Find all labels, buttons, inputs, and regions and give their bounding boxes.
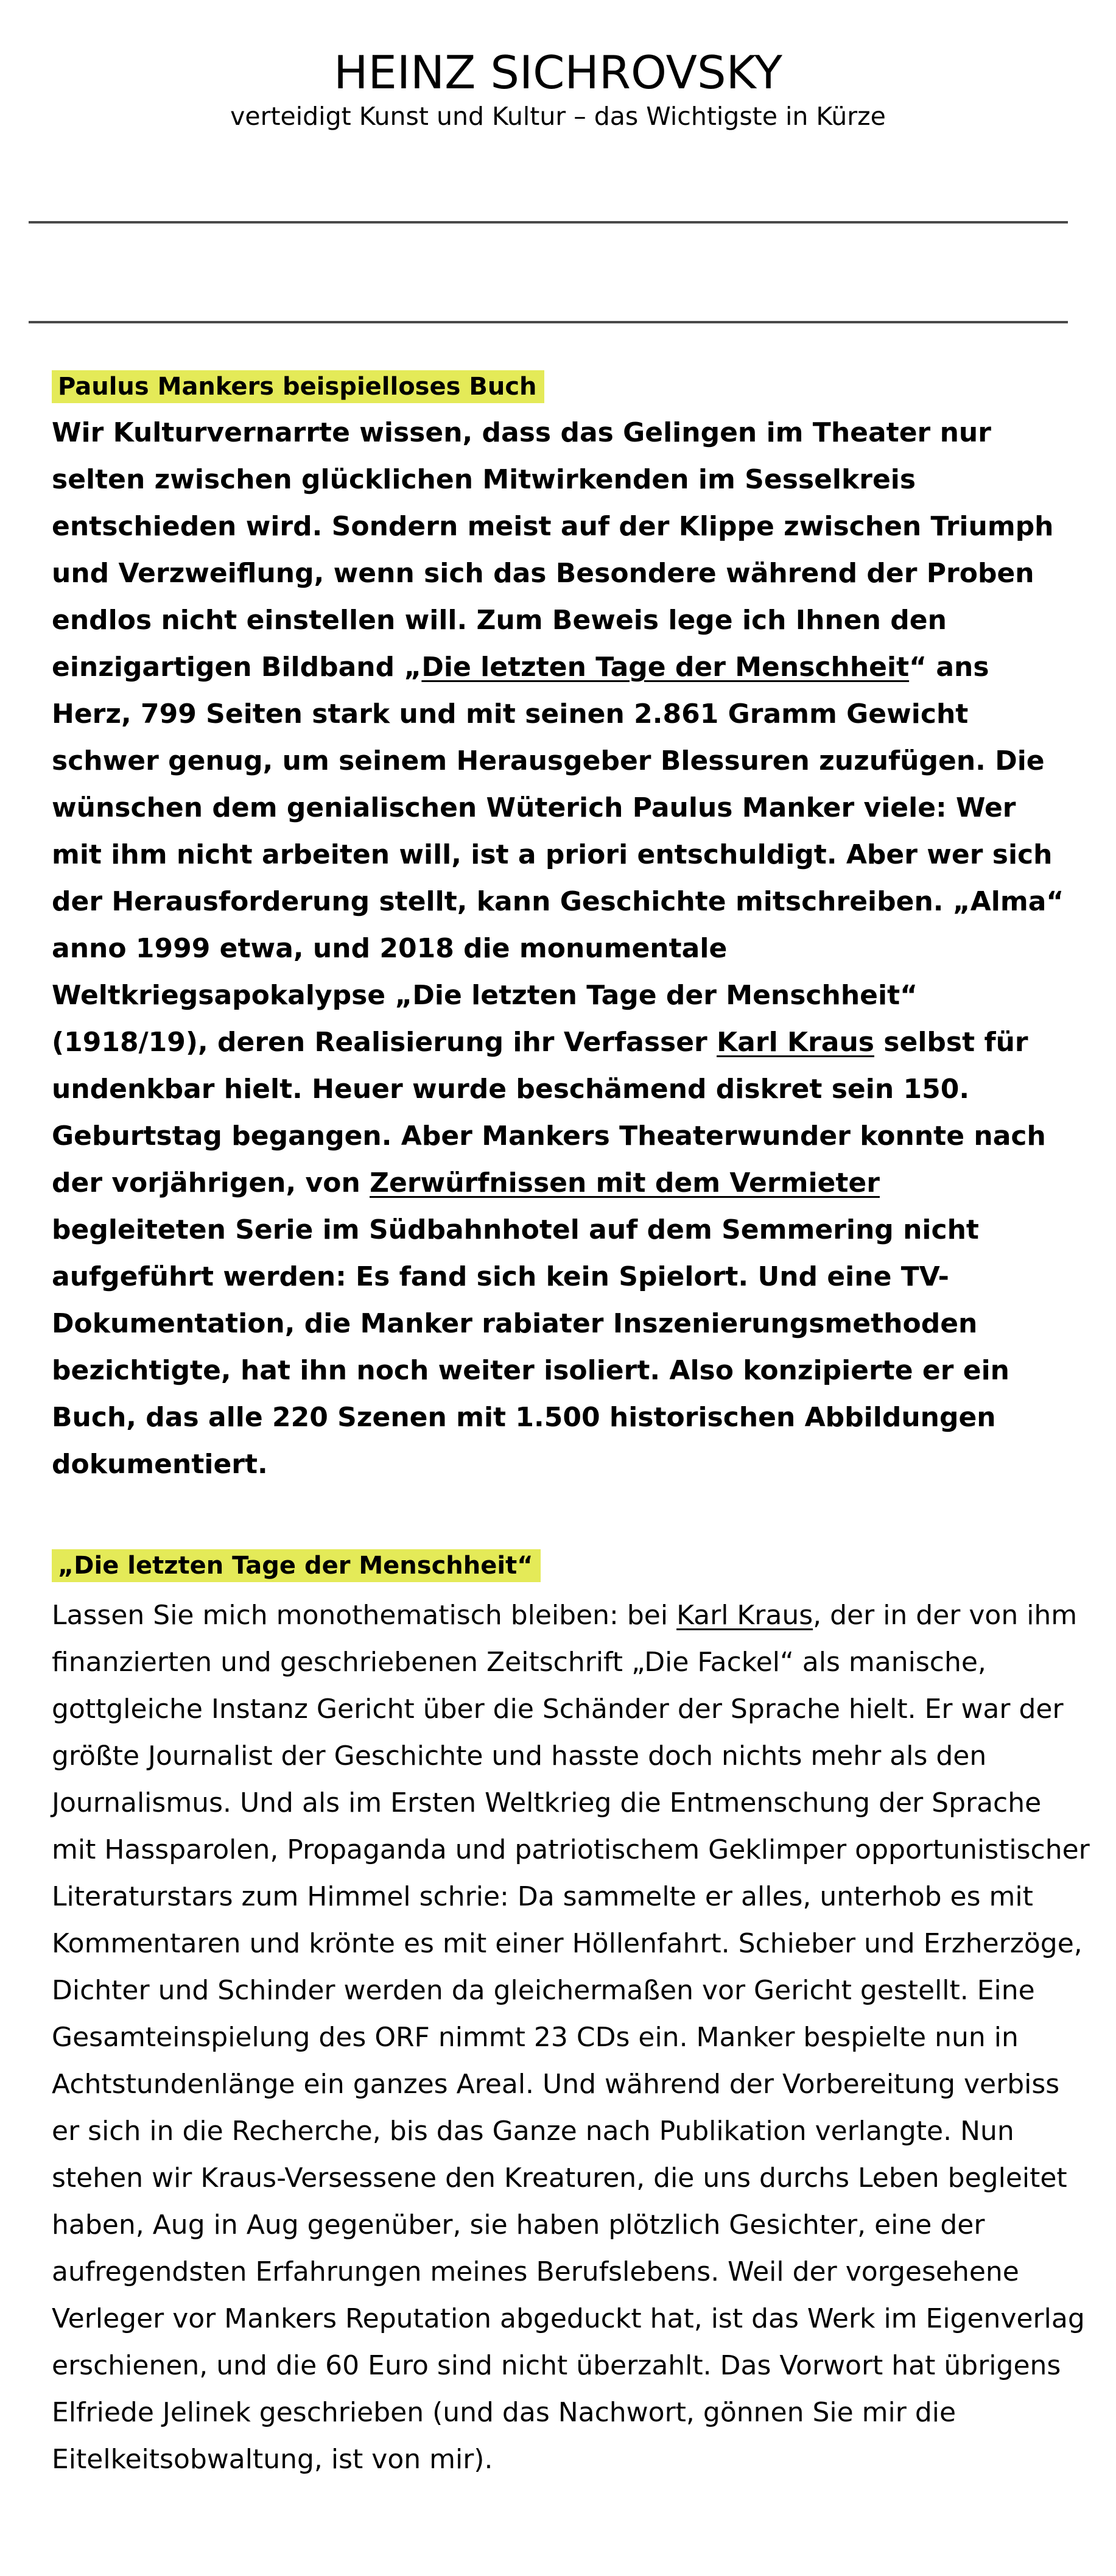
paragraph bbox=[52, 1592, 1090, 2483]
text-line bbox=[52, 737, 1064, 784]
text-line bbox=[52, 2436, 1064, 2483]
text-run: Lassen Sie mich monothematisch bleiben: bei bbox=[52, 1600, 677, 1631]
text-line bbox=[52, 597, 1064, 644]
text-run: selten zwischen glücklichen Mitwirkenden im Sesselkreis bbox=[52, 464, 916, 495]
divider-bottom bbox=[29, 321, 1068, 323]
text-run: Elfriede Jelinek geschrieben (und das Nachwort, gönnen Sie mir die bbox=[52, 2397, 956, 2428]
text-line bbox=[52, 972, 1064, 1019]
text-run: Dichter und Schinder werden da gleichermaßen vor Gericht gestellt. Eine bbox=[52, 1975, 1035, 2006]
text-run: er sich in die Recherche, bis das Ganze nach Publikation verlangte. Nun bbox=[52, 2116, 1014, 2147]
text-line bbox=[52, 1733, 1064, 1779]
text-line bbox=[52, 2108, 1064, 2155]
page-subtitle: verteidigt Kunst und Kultur – das Wichtigste in Kürze bbox=[230, 102, 886, 131]
text-run: schwer genug, um seinem Herausgeber Blessuren zuzufügen. Die bbox=[52, 745, 1045, 776]
text-line bbox=[52, 1686, 1064, 1733]
text-line bbox=[52, 2061, 1064, 2108]
text-line bbox=[52, 878, 1064, 925]
text-run: begleiteten Serie im Südbahnhotel auf dem Semmering nicht bbox=[52, 1214, 979, 1245]
text-run: Kommentaren und krönte es mit einer Höllenfahrt. Schieber und Erzherzöge, bbox=[52, 1928, 1083, 1959]
text-run: größte Journalist der Geschichte und hasste doch nichts mehr als den bbox=[52, 1740, 987, 1772]
text-run: Literaturstars zum Himmel schrie: Da sammelte er alles, unterhob es mit bbox=[52, 1881, 1033, 1912]
text-line bbox=[52, 1113, 1064, 1160]
newsletter-page bbox=[0, 46, 1116, 2576]
text-run: , der in der von ihm bbox=[813, 1600, 1078, 1631]
text-line bbox=[52, 2342, 1064, 2389]
text-run: Wir Kulturvernarrte wissen, dass das Gelingen im Theater nur bbox=[52, 417, 991, 448]
text-line bbox=[52, 1779, 1064, 1826]
section-heading bbox=[52, 1549, 1064, 1582]
text-line bbox=[52, 503, 1064, 550]
text-run: Achtstundenlänge ein ganzes Areal. Und während der Vorbereitung verbiss bbox=[52, 2069, 1060, 2100]
page-title: HEINZ SICHROVSKY bbox=[334, 46, 782, 99]
text-run: gottgleiche Instanz Gericht über die Schänder der Sprache hielt. Er war der bbox=[52, 1694, 1064, 1725]
text-line bbox=[52, 2248, 1064, 2295]
text-line bbox=[52, 1873, 1064, 1920]
text-run: erschienen, und die 60 Euro sind nicht überzahlt. Das Vorwort hat übrigens bbox=[52, 2350, 1061, 2381]
paragraph bbox=[52, 409, 1064, 1488]
text-run: undenkbar hielt. Heuer wurde beschämend diskret sein 150. bbox=[52, 1074, 970, 1105]
text-line bbox=[52, 691, 1064, 737]
link[interactable]: Karl Kraus bbox=[676, 1600, 813, 1631]
divider-top bbox=[29, 221, 1068, 223]
section-heading bbox=[52, 370, 1064, 403]
text-line bbox=[52, 1592, 1078, 1639]
text-run: wünschen dem genialischen Wüterich Paulus Manker viele: Wer bbox=[52, 792, 1016, 823]
text-run: der Herausforderung stellt, kann Geschichte mitschreiben. „Alma“ bbox=[52, 886, 1064, 917]
text-run: und Verzweiflung, wenn sich das Besondere während der Proben bbox=[52, 558, 1034, 589]
text-run: Gesamteinspielung des ORF nimmt 23 CDs ein. Manker bespielte nun in bbox=[52, 2022, 1019, 2053]
text-line bbox=[52, 1253, 1064, 1300]
text-line bbox=[52, 2155, 1067, 2201]
text-run: Dokumentation, die Manker rabiater Inszenierungsmethoden bbox=[52, 1308, 978, 1339]
text-run: Geburtstag begangen. Aber Mankers Theaterwunder konnte nach bbox=[52, 1121, 1046, 1152]
link[interactable]: Karl Kraus bbox=[717, 1027, 874, 1058]
text-line bbox=[52, 1826, 1090, 1873]
text-line bbox=[52, 1206, 1064, 1253]
text-line bbox=[52, 1920, 1083, 1967]
article bbox=[0, 370, 1116, 2483]
section-heading-highlight: Paulus Mankers beispielloses Buch bbox=[52, 370, 544, 403]
text-line bbox=[52, 550, 1064, 597]
text-run: selbst für bbox=[874, 1027, 1028, 1058]
text-line bbox=[52, 1441, 1064, 1488]
link[interactable]: Zerwürfnissen mit dem Vermieter bbox=[370, 1167, 880, 1198]
text-line bbox=[52, 784, 1064, 831]
text-run: aufregendsten Erfahrungen meines Berufslebens. Weil der vorgesehene bbox=[52, 2256, 1019, 2287]
text-run: Verleger vor Mankers Reputation abgeduckt hat, ist das Werk im Eigenverlag bbox=[52, 2303, 1085, 2334]
text-line bbox=[52, 2201, 1064, 2248]
text-line bbox=[52, 2295, 1085, 2342]
text-line bbox=[52, 1394, 1064, 1441]
text-line bbox=[52, 925, 1064, 972]
text-line bbox=[52, 1160, 1064, 1206]
text-line bbox=[52, 2014, 1064, 2061]
text-line bbox=[52, 1347, 1064, 1394]
text-line bbox=[52, 1019, 1064, 1066]
text-line bbox=[52, 1066, 1064, 1113]
text-run: dokumentiert. bbox=[52, 1449, 268, 1480]
text-line bbox=[52, 831, 1064, 878]
text-line bbox=[52, 644, 1064, 691]
text-run: Journalismus. Und als im Ersten Weltkrieg die Entmenschung der Sprache bbox=[52, 1787, 1042, 1818]
text-line bbox=[52, 1639, 1064, 1686]
text-run: endlos nicht einstellen will. Zum Beweis lege ich Ihnen den bbox=[52, 605, 947, 636]
text-line bbox=[52, 1967, 1064, 2014]
text-line bbox=[52, 456, 1064, 503]
text-run: mit Hassparolen, Propaganda und patriotischem Geklimper opportunistischer bbox=[52, 1834, 1090, 1865]
text-run: haben, Aug in Aug gegenüber, sie haben plötzlich Gesichter, eine der bbox=[52, 2209, 985, 2240]
section-heading-highlight: „Die letzten Tage der Menschheit“ bbox=[52, 1549, 541, 1582]
text-run: einzigartigen Bildband „ bbox=[52, 652, 422, 683]
text-run: finanzierten und geschriebenen Zeitschrift „Die Fackel“ als manische, bbox=[52, 1647, 986, 1678]
header bbox=[0, 46, 1116, 131]
text-run: Eitelkeitsobwaltung, ist von mir). bbox=[52, 2444, 493, 2475]
text-run: Buch, das alle 220 Szenen mit 1.500 historischen Abbildungen bbox=[52, 1402, 996, 1433]
text-run: stehen wir Kraus-Versessene den Kreaturen, die uns durchs Leben begleitet bbox=[52, 2163, 1067, 2194]
text-run: anno 1999 etwa, und 2018 die monumentale bbox=[52, 933, 728, 964]
text-run: Herz, 799 Seiten stark und mit seinen 2.861 Gramm Gewicht bbox=[52, 699, 969, 730]
text-line bbox=[52, 2389, 1064, 2436]
text-run: bezichtigte, hat ihn noch weiter isoliert. Also konzipierte er ein bbox=[52, 1355, 1009, 1386]
text-run: entschieden wird. Sondern meist auf der Klippe zwischen Triumph bbox=[52, 511, 1054, 542]
text-run: “ ans bbox=[909, 652, 989, 683]
text-run: Weltkriegsapokalypse „Die letzten Tage der Menschheit“ bbox=[52, 980, 918, 1011]
text-run: mit ihm nicht arbeiten will, ist a priori entschuldigt. Aber wer sich bbox=[52, 839, 1053, 870]
text-run: (1918/19), deren Realisierung ihr Verfasser bbox=[52, 1027, 717, 1058]
text-run: der vorjährigen, von bbox=[52, 1167, 370, 1198]
text-line bbox=[52, 409, 1064, 456]
link[interactable]: Die letzten Tage der Menschheit bbox=[421, 652, 910, 683]
text-line bbox=[52, 1300, 1064, 1347]
text-run: aufgeführt werden: Es fand sich kein Spielort. Und eine TV- bbox=[52, 1261, 949, 1292]
